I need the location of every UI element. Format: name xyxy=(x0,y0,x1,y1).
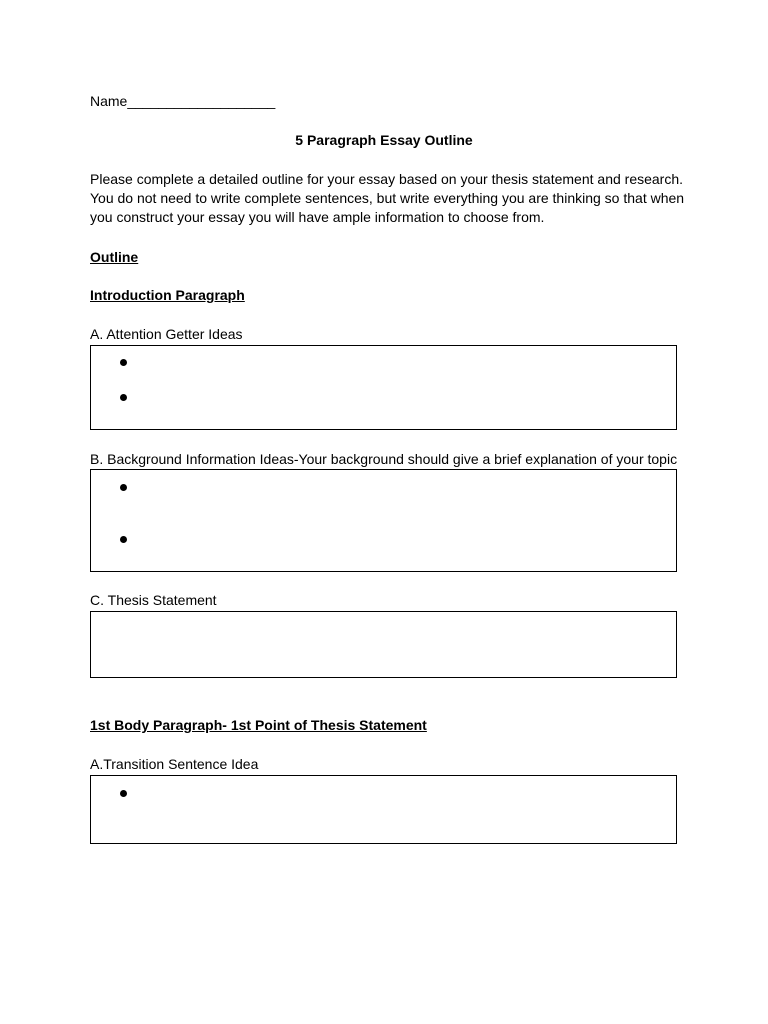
bullet-icon xyxy=(120,359,127,366)
background-info-label: B. Background Information Ideas-Your background should give a brief explanation of your topic xyxy=(90,451,678,467)
intro-paragraph-heading: Introduction Paragraph xyxy=(90,287,245,303)
background-info-box[interactable] xyxy=(90,469,677,572)
body-paragraph-1-heading: 1st Body Paragraph- 1st Point of Thesis Statement xyxy=(90,717,427,733)
name-field-line: Name___________________ xyxy=(90,93,276,109)
bullet-icon xyxy=(120,536,127,543)
attention-getter-label: A. Attention Getter Ideas xyxy=(90,326,243,342)
thesis-statement-box[interactable] xyxy=(90,611,677,678)
page-title: 5 Paragraph Essay Outline xyxy=(295,132,473,148)
transition-sentence-label: A.Transition Sentence Idea xyxy=(90,756,259,772)
bullet-icon xyxy=(120,394,127,401)
bullet-icon xyxy=(120,484,127,491)
thesis-statement-label: C. Thesis Statement xyxy=(90,592,217,608)
bullet-icon xyxy=(120,790,127,797)
transition-sentence-box[interactable] xyxy=(90,775,677,844)
instructions-line-1: Please complete a detailed outline for your essay based on your thesis statement and research. xyxy=(90,171,684,187)
outline-heading: Outline xyxy=(90,249,139,265)
instructions-line-2: You do not need to write complete sentences, but write everything you are thinking so that when xyxy=(90,190,685,206)
attention-getter-box[interactable] xyxy=(90,345,677,430)
instructions-line-3: you construct your essay you will have ample information to choose from. xyxy=(90,209,545,225)
